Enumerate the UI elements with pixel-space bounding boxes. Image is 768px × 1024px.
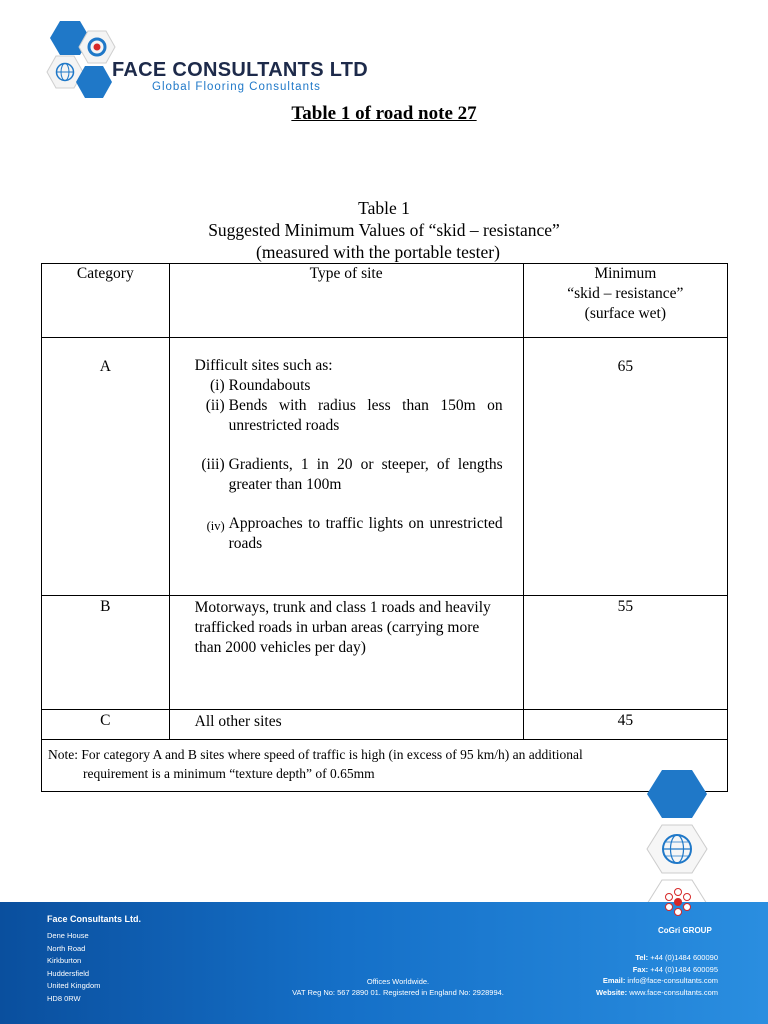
- item-number: (i): [210, 377, 225, 394]
- footer-contact: [596, 952, 718, 998]
- email-label: Email:: [602, 976, 626, 985]
- item-number: (iii): [201, 456, 225, 473]
- list-item: [195, 455, 503, 495]
- contact-fax: [596, 964, 718, 976]
- fax-label: Fax:: [632, 964, 649, 974]
- row-minimum: 65: [523, 338, 727, 596]
- footer-address: [47, 930, 100, 1005]
- contact-tel: [596, 952, 718, 964]
- header-minimum-line1: Minimum: [594, 265, 657, 282]
- site-intro: Difficult sites such as:: [194, 357, 333, 374]
- table-row: [42, 596, 728, 710]
- table-row: [42, 710, 728, 740]
- table-row: [42, 338, 728, 596]
- list-item: [195, 396, 503, 436]
- company-name: FACE CONSULTANTS LTD: [112, 59, 368, 81]
- address-line: Dene House: [47, 931, 89, 940]
- cogri-group-logo-icon: [660, 884, 696, 920]
- row-site: Motorways, trunk and class 1 roads and heavily trafficked roads in urban areas (carrying more than 2000 vehicles per day): [169, 596, 523, 710]
- row-site: [169, 338, 523, 596]
- row-minimum: 45: [523, 710, 727, 740]
- row-category: B: [42, 596, 170, 710]
- offices-text: Offices Worldwide.: [366, 977, 430, 986]
- email-value[interactable]: info@face-consultants.com: [627, 976, 718, 985]
- table-note: [42, 740, 728, 792]
- address-line: United Kingdom: [47, 981, 101, 990]
- item-text: Gradients, 1 in 20 or steeper, of lengths greater than 100m: [228, 456, 503, 493]
- footer: [0, 902, 768, 1024]
- cogri-group-label: CoGri GROUP: [658, 926, 712, 935]
- tel-label: Tel:: [635, 953, 649, 962]
- footer-company: Face Consultants Ltd.: [47, 914, 142, 924]
- company-tagline: Global Flooring Consultants: [152, 81, 321, 93]
- address-line: HD8 0RW: [47, 993, 81, 1003]
- item-number: (iv): [206, 519, 225, 533]
- address-line: North Road: [47, 943, 86, 953]
- table-header-row: [42, 264, 728, 338]
- header-type-of-site: Type of site: [169, 264, 523, 338]
- tel-value: +44 (0)1484 600090: [650, 953, 718, 962]
- header-minimum: [523, 264, 727, 338]
- decorative-hexagons-icon: [646, 768, 716, 903]
- row-category: A: [42, 338, 170, 596]
- note-line2: requirement is a minimum “texture depth” of 0.65mm: [83, 766, 375, 781]
- registration-text: VAT Reg No: 567 2890 01. Registered in England No: 2928994.: [292, 988, 504, 997]
- header-minimum-line2: “skid – resistance”: [567, 285, 684, 302]
- address-line: Huddersfield: [47, 968, 90, 978]
- row-site: All other sites: [169, 710, 523, 740]
- item-text: Bends with radius less than 150m on unrestricted roads: [228, 397, 503, 434]
- company-logo: [42, 18, 372, 98]
- row-category: C: [42, 710, 170, 740]
- table-caption-label: Table 1: [358, 198, 410, 218]
- row-minimum: 55: [523, 596, 727, 710]
- contact-website: [596, 987, 718, 999]
- footer-center: [268, 976, 528, 998]
- list-item: [195, 376, 503, 396]
- document-title: Table 1 of road note 27: [291, 103, 477, 124]
- address-line: Kirkburton: [47, 956, 82, 965]
- list-item: [195, 514, 503, 554]
- item-text: Roundabouts: [228, 377, 311, 394]
- header-category: Category: [42, 264, 170, 338]
- table-caption-line2: (measured with the portable tester): [256, 242, 500, 262]
- website-value[interactable]: www.face-consultants.com: [629, 987, 718, 997]
- item-number: (ii): [205, 397, 225, 414]
- skid-resistance-table: [41, 263, 728, 792]
- note-line1: Note: For category A and B sites where speed of traffic is high (in excess of 95 km/h) an additional: [48, 747, 583, 762]
- header-minimum-line3: (surface wet): [584, 305, 666, 322]
- table-note-row: [42, 740, 728, 792]
- table-caption-line1: Suggested Minimum Values of “skid – resistance”: [208, 220, 560, 240]
- fax-value: +44 (0)1484 600095: [650, 964, 718, 974]
- table-caption: [0, 197, 768, 263]
- item-text: Approaches to traffic lights on unrestricted roads: [228, 515, 503, 552]
- website-label: Website:: [595, 987, 628, 997]
- contact-email: [596, 975, 718, 987]
